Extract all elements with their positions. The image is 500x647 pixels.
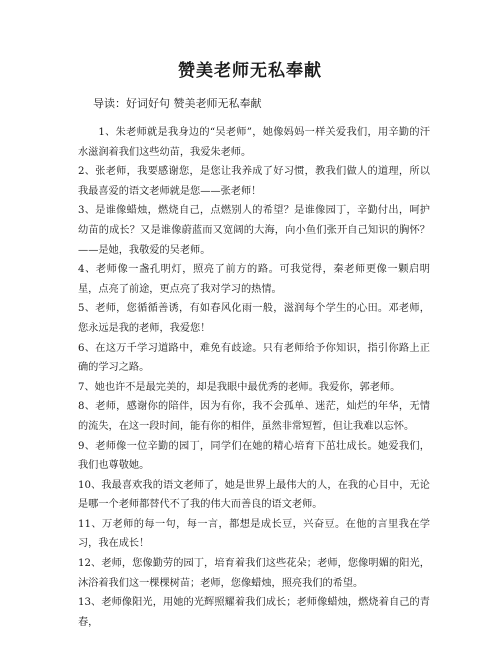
paragraph-5: 5、老师，您循循善诱，有如春风化雨一般，滋润每个学生的心田。邓老师，您永远是我的老师，我爱您！ bbox=[78, 303, 430, 334]
paragraph-7: 7、她也许不是最完美的，却是我眼中最优秀的老师。我爱你，郭老师。 bbox=[78, 381, 401, 393]
paragraph-12: 12、老师，您像勤劳的园丁，培育着我们这些花朵；老师，您像明媚的阳光，沐浴着我们这一棵棵树苗；老师，您像蜡烛，照亮我们的希望。 bbox=[78, 558, 430, 589]
document-body bbox=[78, 123, 430, 632]
paragraph-9: 9、老师像一位辛勤的园丁，同学们在她的精心培育下茁壮成长。她爱我们，我们也尊敬她。 bbox=[78, 440, 430, 472]
paragraph-6: 6、在这万千学习道路中，难免有歧途。只有老师给予你知识，指引你路上正确的学习之路。 bbox=[78, 342, 430, 374]
document-title: 赞美老师无私奉献 bbox=[178, 61, 322, 81]
guide-line: 导读：好词好句 赞美老师无私奉献 bbox=[93, 97, 262, 110]
paragraph-2: 2、张老师，我要感谢您，是您让我养成了好习惯，教我们做人的道理，所以我最喜爱的语文老师就是您——张老师！ bbox=[78, 166, 430, 197]
paragraph-8: 8、老师，感谢你的陪伴，因为有你，我不会孤单、迷茫，灿烂的年华，无情的流失，在这一段时间，能有你的相伴，虽然非常短暂，但让我难以忘怀。 bbox=[78, 401, 430, 432]
paragraph-11: 11、万老师的每一句，每一言，都想是成长豆，兴奋豆。在他的言里我在学习，我在成长！ bbox=[78, 518, 430, 550]
paragraph-13: 13、老师像阳光，用她的光辉照耀着我们成长；老师像蜡烛，燃烧着自己的青春， bbox=[78, 597, 430, 628]
paragraph-10: 10、我最喜欢我的语文老师了，她是世界上最伟大的人，在我的心目中，无论是哪一个老师都替代不了我的伟大而善良的语文老师。 bbox=[78, 479, 430, 511]
paragraph-4: 4、老师像一盏孔明灯，照亮了前方的路。可我觉得，秦老师更像一颗启明星，点亮了前途，更点亮了我对学习的热情。 bbox=[78, 264, 430, 295]
paragraph-3: 3、是谁像蜡烛，燃烧自己，点燃别人的希望？是谁像园丁，辛勤付出，呵护幼苗的成长？又是谁像蔚蓝而又宽阔的大海，向小鱼们张开自己知识的胸怀？——是她，我敬爱的吴老师。 bbox=[78, 205, 430, 256]
paragraph-1: 1、朱老师就是我身边的“吴老师”，她像妈妈一样关爱我们，用辛勤的汗水滋润着我们这些幼苗，我爱朱老师。 bbox=[78, 127, 430, 158]
